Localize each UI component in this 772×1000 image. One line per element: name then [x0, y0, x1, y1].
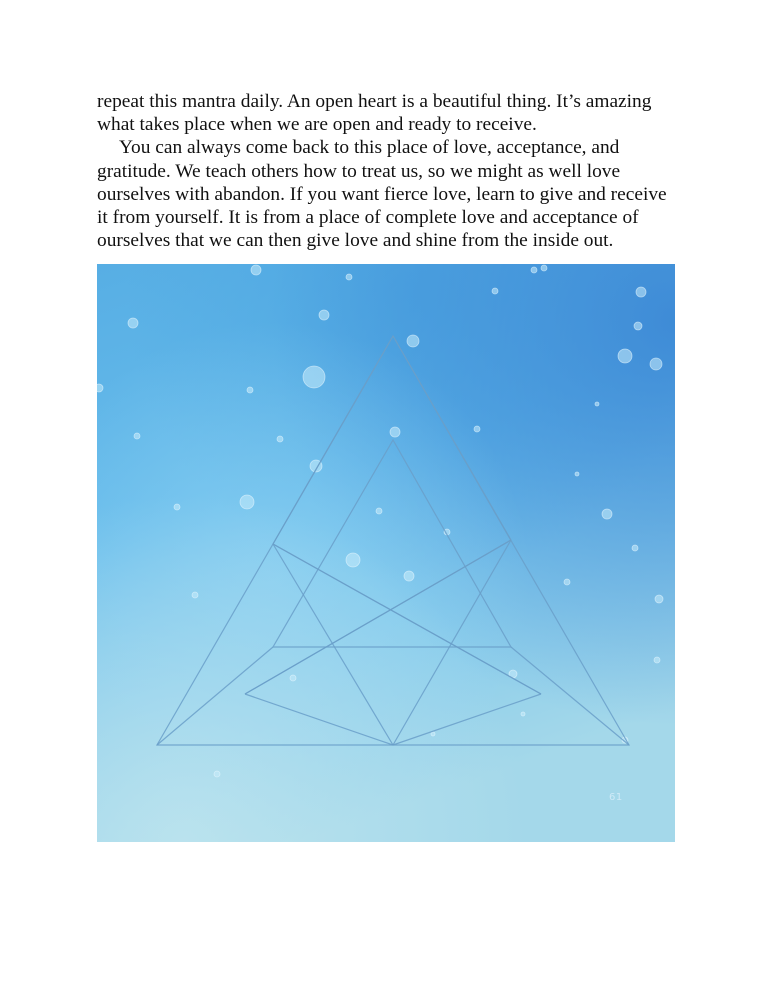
illustration-artwork: [97, 264, 675, 842]
body-text: [97, 90, 677, 252]
geometric-illustration: [97, 264, 675, 842]
paragraph-1: repeat this mantra daily. An open heart is a beautiful thing. It’s amazing what takes place when we are open and ready to receive.: [97, 91, 652, 136]
paragraph-2: You can always come back to this place of love, acceptance, and gratitude. We teach others how to treat us, so we might as well love ourselves with abandon. If you want fierce love, learn to give and receive it from yourself. It is from a place of complete love and acceptance of ourselves that we can then give love and shine from the inside out.: [97, 137, 667, 252]
page-number: 61: [609, 792, 623, 803]
